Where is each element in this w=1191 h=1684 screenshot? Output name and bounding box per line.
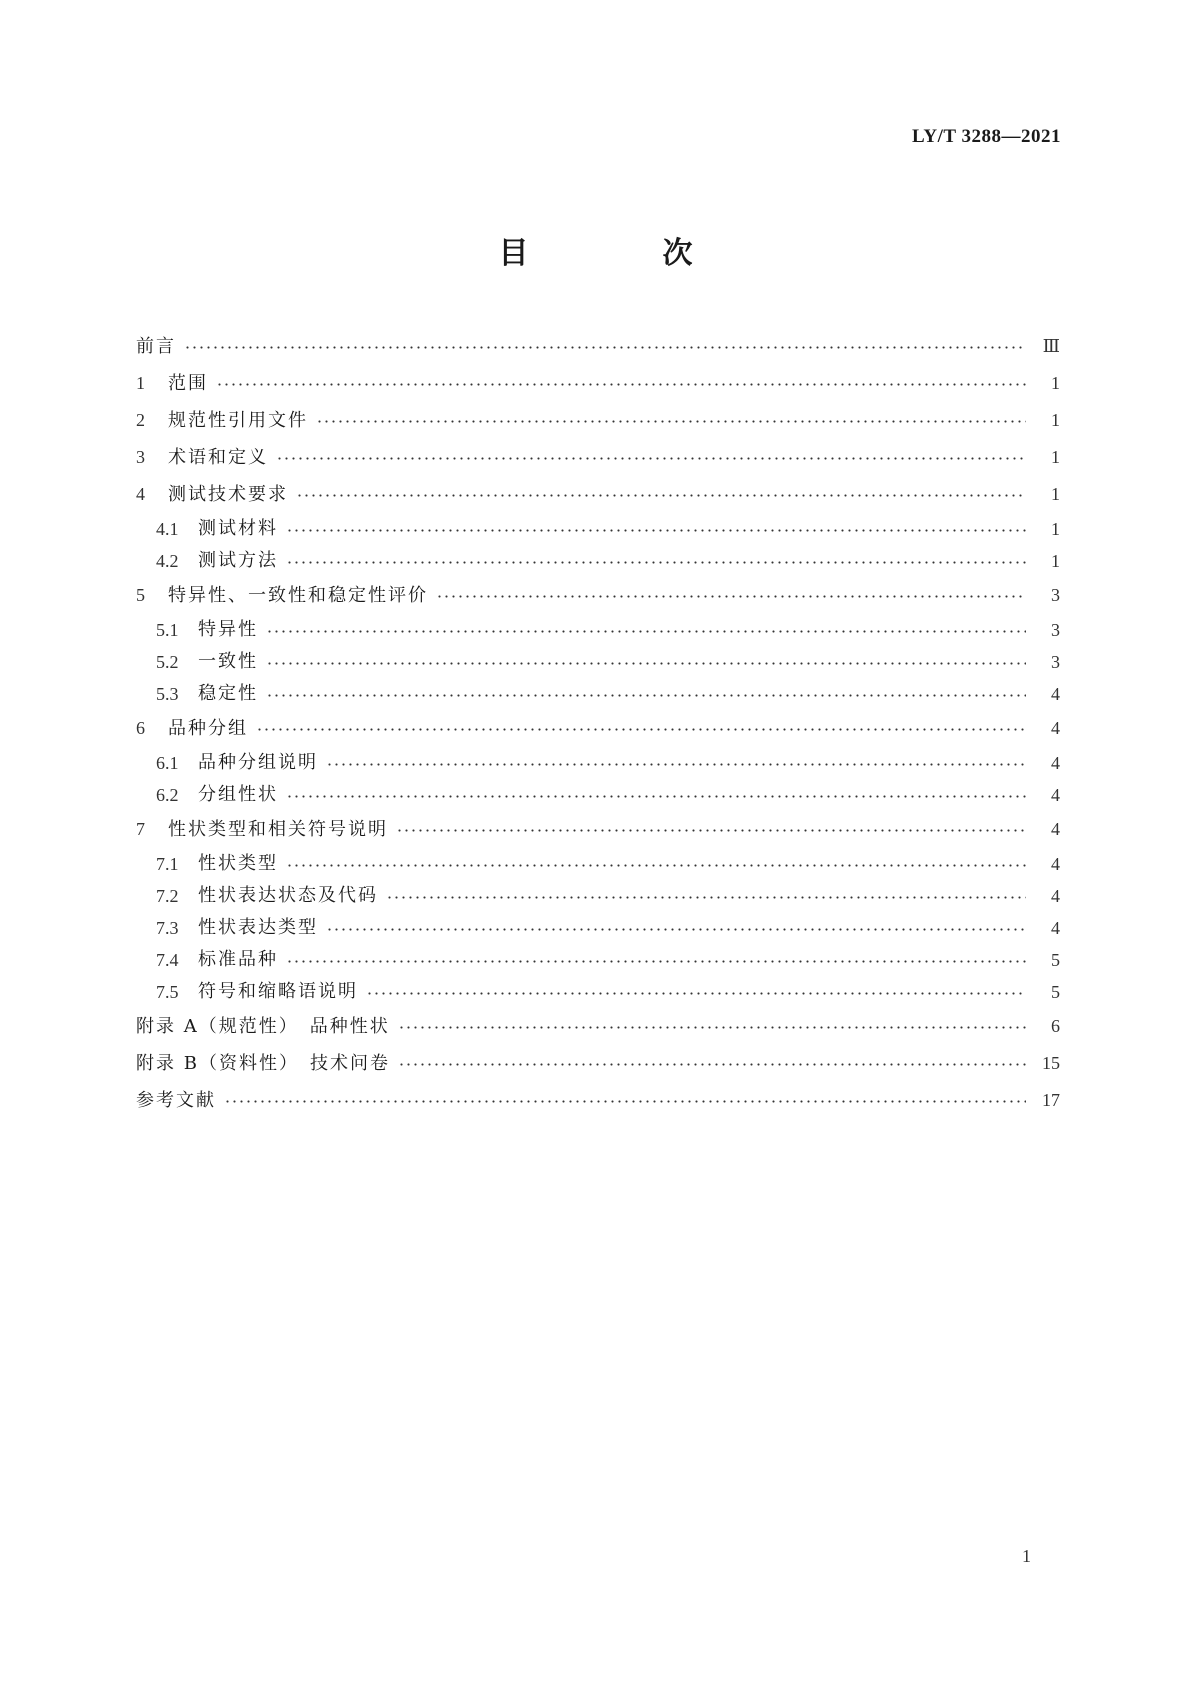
toc-entry-page: 1 <box>1051 410 1060 430</box>
page-title: 目 次 <box>498 236 745 271</box>
toc-entry-page: 3 <box>1051 620 1060 640</box>
toc-entry-label: 特异性 <box>198 619 258 640</box>
standard-code: LY/T 3288—2021 <box>911 126 1061 147</box>
toc-entry[interactable] <box>136 747 1060 779</box>
dot-leader <box>436 595 1026 598</box>
toc-entry[interactable] <box>136 614 1060 646</box>
toc-entry-number: 7 <box>136 819 145 839</box>
toc-entry[interactable] <box>136 848 1060 880</box>
toc-entry[interactable] <box>136 476 1060 513</box>
toc-entry-label: 一致性 <box>198 651 258 672</box>
dot-leader <box>398 1026 1026 1029</box>
toc-entry-page: 6 <box>1051 1016 1060 1036</box>
toc-entry-page: 4 <box>1051 918 1060 938</box>
toc-entry-label: 性状类型和相关符号说明 <box>168 819 388 840</box>
toc-entry-page: 1 <box>1051 551 1060 571</box>
dot-leader <box>224 1100 1026 1103</box>
dot-leader <box>266 694 1026 697</box>
dot-leader <box>286 864 1026 867</box>
toc-entry-number: 6.1 <box>156 753 179 773</box>
toc-entry-number: 7.3 <box>156 918 179 938</box>
toc-entry[interactable] <box>136 912 1060 944</box>
toc-entry-label: 性状表达状态及代码 <box>198 885 378 906</box>
toc-entry-label: 参考文献 <box>136 1090 216 1111</box>
toc-entry[interactable] <box>136 365 1060 402</box>
toc-entry-page: Ⅲ <box>1042 336 1060 356</box>
toc-entry-number: 6 <box>136 718 145 738</box>
toc-entry[interactable] <box>136 1008 1060 1045</box>
toc-entry-page: 3 <box>1051 585 1060 605</box>
toc-entry[interactable] <box>136 678 1060 710</box>
dot-leader <box>316 420 1026 423</box>
dot-leader <box>286 561 1026 564</box>
toc-entry-label: 测试材料 <box>198 518 278 539</box>
toc-entry-number: 5.1 <box>156 620 179 640</box>
toc-entry[interactable] <box>136 779 1060 811</box>
toc-entry[interactable] <box>136 402 1060 439</box>
toc-entry-number: 7.5 <box>156 982 179 1002</box>
dot-leader <box>326 928 1026 931</box>
toc-entry-page: 15 <box>1042 1053 1060 1073</box>
toc-entry[interactable] <box>136 710 1060 747</box>
dot-leader <box>216 383 1026 386</box>
toc-entry-number: 1 <box>136 373 145 393</box>
toc-entry[interactable] <box>136 513 1060 545</box>
toc-entry-page: 4 <box>1051 718 1060 738</box>
toc-entry-page: 1 <box>1051 447 1060 467</box>
toc-entry-label: 附录 A（规范性） 品种性状 <box>136 1016 390 1037</box>
toc-entry[interactable] <box>136 880 1060 912</box>
toc-entry-label: 测试技术要求 <box>168 484 288 505</box>
toc-entry-label: 性状类型 <box>198 853 278 874</box>
toc-entry-number: 3 <box>136 447 145 467</box>
dot-leader <box>256 728 1026 731</box>
dot-leader <box>276 457 1026 460</box>
toc-entry-page: 4 <box>1051 886 1060 906</box>
toc-entry-number: 5 <box>136 585 145 605</box>
toc-entry[interactable] <box>136 1082 1060 1119</box>
toc-entry-page: 1 <box>1051 373 1060 393</box>
toc-entry-label: 范围 <box>168 373 208 394</box>
table-of-contents <box>136 328 1060 1119</box>
toc-entry-label: 规范性引用文件 <box>168 410 308 431</box>
toc-entry-label: 标准品种 <box>198 949 278 970</box>
dot-leader <box>296 494 1026 497</box>
toc-entry-number: 5.2 <box>156 652 179 672</box>
toc-entry-label: 品种分组说明 <box>198 752 318 773</box>
toc-entry[interactable] <box>136 944 1060 976</box>
toc-entry-page: 4 <box>1051 785 1060 805</box>
toc-entry-label: 附录 B（资料性） 技术问卷 <box>136 1053 390 1074</box>
dot-leader <box>326 763 1026 766</box>
dot-leader <box>286 960 1026 963</box>
toc-entry[interactable] <box>136 976 1060 1008</box>
toc-entry-label: 性状表达类型 <box>198 917 318 938</box>
toc-entry[interactable] <box>136 1045 1060 1082</box>
toc-entry[interactable] <box>136 577 1060 614</box>
toc-entry-label: 品种分组 <box>168 718 248 739</box>
toc-entry-page: 4 <box>1051 854 1060 874</box>
toc-entry-number: 7.4 <box>156 950 179 970</box>
toc-entry-label: 特异性、一致性和稳定性评价 <box>168 585 428 606</box>
toc-entry-page: 1 <box>1051 484 1060 504</box>
dot-leader <box>286 529 1026 532</box>
dot-leader <box>366 992 1026 995</box>
dot-leader <box>396 829 1026 832</box>
toc-entry-number: 5.3 <box>156 684 179 704</box>
toc-entry-page: 5 <box>1051 982 1060 1002</box>
toc-entry-number: 7.2 <box>156 886 179 906</box>
toc-entry-page: 1 <box>1051 519 1060 539</box>
dot-leader <box>266 662 1026 665</box>
dot-leader <box>386 896 1026 899</box>
toc-entry-page: 3 <box>1051 652 1060 672</box>
dot-leader <box>398 1063 1026 1066</box>
dot-leader <box>266 630 1026 633</box>
toc-entry-label: 前言 <box>136 336 176 357</box>
toc-entry-number: 4.2 <box>156 551 179 571</box>
toc-entry-label: 术语和定义 <box>168 447 268 468</box>
toc-entry-page: 4 <box>1051 753 1060 773</box>
toc-entry[interactable] <box>136 646 1060 678</box>
toc-entry[interactable] <box>136 545 1060 577</box>
toc-entry-label: 符号和缩略语说明 <box>198 981 358 1002</box>
toc-entry-page: 4 <box>1051 684 1060 704</box>
toc-entry-number: 4.1 <box>156 519 179 539</box>
toc-entry-number: 7.1 <box>156 854 179 874</box>
toc-entry-number: 2 <box>136 410 145 430</box>
toc-entry-page: 4 <box>1051 819 1060 839</box>
dot-leader <box>286 795 1026 798</box>
toc-entry-number: 4 <box>136 484 145 504</box>
toc-entry-label: 测试方法 <box>198 550 278 571</box>
page-number: 1 <box>1022 1546 1031 1566</box>
toc-entry-label: 稳定性 <box>198 683 258 704</box>
toc-entry-page: 17 <box>1042 1090 1060 1110</box>
dot-leader <box>184 346 1026 349</box>
toc-entry-label: 分组性状 <box>198 784 278 805</box>
toc-entry[interactable] <box>136 811 1060 848</box>
toc-entry-number: 6.2 <box>156 785 179 805</box>
toc-entry-page: 5 <box>1051 950 1060 970</box>
toc-entry[interactable] <box>136 328 1060 365</box>
toc-entry[interactable] <box>136 439 1060 476</box>
